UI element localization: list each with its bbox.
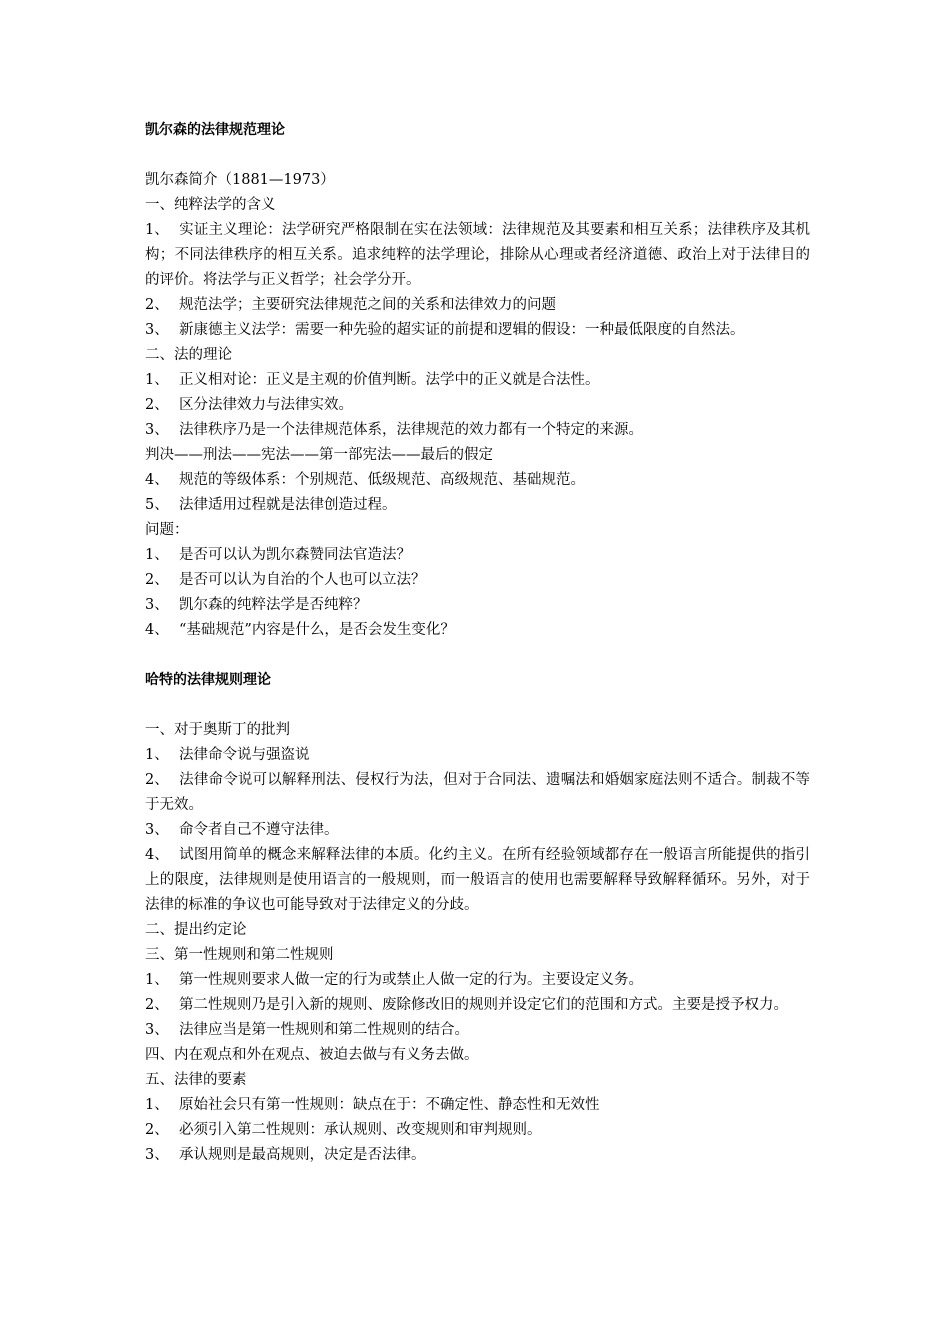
item-text: 法律命令说可以解释刑法、侵权行为法，但对于合同法、遗嘱法和婚姻家庭法则不适合。制裁不等于无效。 bbox=[145, 772, 810, 813]
item-text: 判决——刑法——宪法——第一部宪法——最后的假定 bbox=[145, 447, 493, 463]
item-text: 是否可以认为自治的个人也可以立法？ bbox=[179, 572, 426, 588]
item-text: 四、内在观点和外在观点、被迫去做与有义务去做。 bbox=[145, 1047, 479, 1063]
paragraph-line bbox=[145, 543, 810, 568]
item-number: 3、 bbox=[145, 1022, 169, 1038]
item-number: 3、 bbox=[145, 1147, 169, 1163]
paragraph-line bbox=[145, 843, 810, 918]
item-number: 2、 bbox=[145, 572, 169, 588]
paragraph-line bbox=[145, 568, 810, 593]
item-text: 新康德主义法学：需要一种先验的超实证的前提和逻辑的假设：一种最低限度的自然法。 bbox=[179, 322, 745, 338]
item-text: 二、提出约定论 bbox=[145, 922, 247, 938]
paragraph-line bbox=[145, 493, 810, 518]
item-text: 三、第一性规则和第二性规则 bbox=[145, 947, 334, 963]
item-text: 一、对于奥斯丁的批判 bbox=[145, 722, 290, 738]
item-text: 法律适用过程就是法律创造过程。 bbox=[179, 497, 397, 513]
item-number: 2、 bbox=[145, 1122, 169, 1138]
paragraph-line bbox=[145, 418, 810, 443]
paragraph-line bbox=[145, 318, 810, 343]
item-text: 法律秩序乃是一个法律规范体系，法律规范的效力都有一个特定的来源。 bbox=[179, 422, 643, 438]
paragraph-line bbox=[145, 593, 810, 618]
section-body-kelsen bbox=[145, 168, 810, 643]
item-text: 五、法律的要素 bbox=[145, 1072, 247, 1088]
paragraph-line bbox=[145, 343, 810, 368]
item-number: 4、 bbox=[145, 847, 169, 863]
item-text: 问题： bbox=[145, 522, 189, 538]
item-text: 一、纯粹法学的含义 bbox=[145, 197, 276, 213]
item-number: 2、 bbox=[145, 997, 169, 1013]
item-number: 4、 bbox=[145, 472, 169, 488]
item-number: 3、 bbox=[145, 322, 169, 338]
paragraph-line bbox=[145, 193, 810, 218]
item-text: 正义相对论：正义是主观的价值判断。法学中的正义就是合法性。 bbox=[179, 372, 600, 388]
item-number: 1、 bbox=[145, 972, 169, 988]
paragraph-line bbox=[145, 968, 810, 993]
paragraph-line bbox=[145, 943, 810, 968]
paragraph-line bbox=[145, 818, 810, 843]
section-body-hart bbox=[145, 718, 810, 1168]
item-text: 承认规则是最高规则，决定是否法律。 bbox=[179, 1147, 426, 1163]
paragraph-line bbox=[145, 393, 810, 418]
item-number: 5、 bbox=[145, 497, 169, 513]
item-text: 二、法的理论 bbox=[145, 347, 232, 363]
item-number: 2、 bbox=[145, 772, 169, 788]
section-title-hart: 哈特的法律规则理论 bbox=[145, 672, 271, 688]
item-number: 3、 bbox=[145, 597, 169, 613]
paragraph-line bbox=[145, 1043, 810, 1068]
item-number: 1、 bbox=[145, 747, 169, 763]
item-number: 4、 bbox=[145, 622, 169, 638]
paragraph-line bbox=[145, 768, 810, 818]
item-text: 是否可以认为凯尔森赞同法官造法？ bbox=[179, 547, 411, 563]
item-number: 1、 bbox=[145, 547, 169, 563]
item-text: 原始社会只有第一性规则：缺点在于：不确定性、静态性和无效性 bbox=[179, 1097, 600, 1113]
item-text: 必须引入第二性规则：承认规则、改变规则和审判规则。 bbox=[179, 1122, 542, 1138]
paragraph-line bbox=[145, 1143, 810, 1168]
paragraph-line bbox=[145, 1068, 810, 1093]
item-text: 命令者自己不遵守法律。 bbox=[179, 822, 339, 838]
paragraph-line bbox=[145, 168, 810, 193]
item-number: 3、 bbox=[145, 822, 169, 838]
paragraph-line bbox=[145, 1093, 810, 1118]
paragraph-line bbox=[145, 993, 810, 1018]
paragraph-line bbox=[145, 618, 810, 643]
item-number: 2、 bbox=[145, 297, 169, 313]
paragraph-line bbox=[145, 293, 810, 318]
paragraph-line bbox=[145, 368, 810, 393]
item-text: 法律应当是第一性规则和第二性规则的结合。 bbox=[179, 1022, 469, 1038]
item-number: 1、 bbox=[145, 1097, 169, 1113]
item-text: 区分法律效力与法律实效。 bbox=[179, 397, 353, 413]
item-number: 2、 bbox=[145, 397, 169, 413]
item-text: 实证主义理论：法学研究严格限制在实在法领域：法律规范及其要素和相互关系；法律秩序及其机构；不同法律秩序的相互关系。追求纯粹的法学理论，排除从心理或者经济道德、政治上对于法律目的的评价。将法学与正义哲学；社会学分开。 bbox=[145, 222, 810, 288]
item-number: 1、 bbox=[145, 372, 169, 388]
item-text: “基础规范”内容是什么，是否会发生变化？ bbox=[179, 622, 455, 638]
item-text: 第二性规则乃是引入新的规则、废除修改旧的规则并设定它们的范围和方式。主要是授予权力。 bbox=[179, 997, 788, 1013]
paragraph-line bbox=[145, 1018, 810, 1043]
paragraph-line bbox=[145, 918, 810, 943]
paragraph-line bbox=[145, 468, 810, 493]
paragraph-line bbox=[145, 743, 810, 768]
paragraph-line bbox=[145, 718, 810, 743]
paragraph-line bbox=[145, 1118, 810, 1143]
document-page bbox=[145, 118, 810, 1168]
item-text: 试图用简单的概念来解释法律的本质。化约主义。在所有经验领域都存在一般语言所能提供的指引上的限度，法律规则是使用语言的一般规则，而一般语言的使用也需要解释导致解释循环。另外，对于法律的标准的争议也可能导致对于法律定义的分歧。 bbox=[145, 847, 810, 913]
item-number: 1、 bbox=[145, 222, 169, 238]
section-title-kelsen: 凯尔森的法律规范理论 bbox=[145, 122, 285, 138]
item-text: 凯尔森的纯粹法学是否纯粹？ bbox=[179, 597, 368, 613]
item-number: 3、 bbox=[145, 422, 169, 438]
item-text: 凯尔森简介（1881—1973） bbox=[145, 172, 335, 188]
item-text: 法律命令说与强盗说 bbox=[179, 747, 310, 763]
paragraph-line bbox=[145, 218, 810, 293]
item-text: 规范的等级体系：个别规范、低级规范、高级规范、基础规范。 bbox=[179, 472, 585, 488]
paragraph-line bbox=[145, 518, 810, 543]
item-text: 第一性规则要求人做一定的行为或禁止人做一定的行为。主要设定义务。 bbox=[179, 972, 643, 988]
paragraph-line bbox=[145, 443, 810, 468]
item-text: 规范法学；主要研究法律规范之间的关系和法律效力的问题 bbox=[179, 297, 556, 313]
